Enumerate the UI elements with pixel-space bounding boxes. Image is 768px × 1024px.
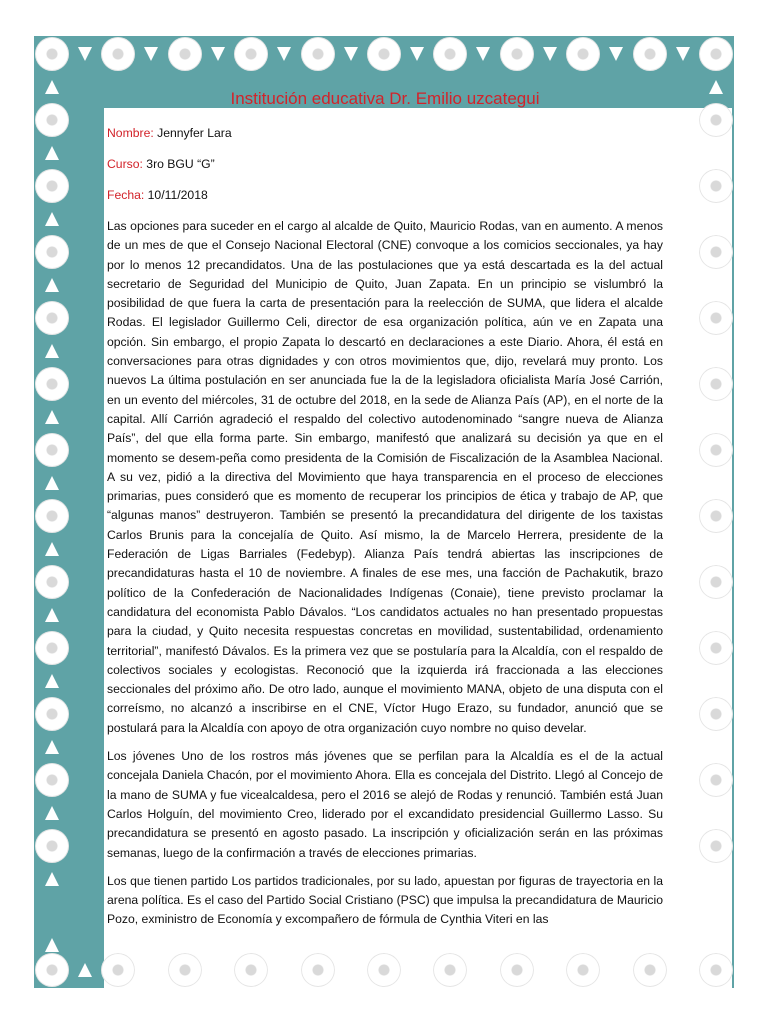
triangle-ornament <box>410 963 424 977</box>
triangle-ornament <box>709 872 723 886</box>
triangle-ornament <box>277 963 291 977</box>
triangle-ornament <box>144 47 158 61</box>
triangle-ornament <box>709 278 723 292</box>
triangle-ornament <box>78 963 92 977</box>
flower-ornament <box>500 37 534 71</box>
triangle-ornament <box>45 608 59 622</box>
triangle-ornament <box>709 212 723 226</box>
flower-ornament <box>699 697 733 731</box>
triangle-ornament <box>709 938 723 952</box>
triangle-ornament <box>709 674 723 688</box>
field-nombre <box>107 124 663 143</box>
flower-ornament <box>699 169 733 203</box>
field-value: 10/11/2018 <box>147 188 208 202</box>
flower-ornament <box>699 37 733 71</box>
paragraph: Los jóvenes Uno de los rostros más jóvenes que se perfilan para la Alcaldía es el de la actual concejala Daniela Chacón, por el movimiento Ahora. Ella es concejala del Distrito. Llegó al Concejo de la mano de SUMA y fue vicealcaldesa, pero el 2016 se alejó de Rodas y renunció. También está Juan Carlos Holguín, del movimiento Creo, liderado por el excandidato presidencial Guillermo Lasso. Su precandidatura se presentó en agosto pasado. La inscripción y oficialización serán en las próximas semanas, luego de la confirmación a través de elecciones primarias. <box>107 749 663 860</box>
flower-ornament <box>301 37 335 71</box>
flower-ornament <box>301 953 335 987</box>
triangle-ornament <box>45 278 59 292</box>
flower-ornament <box>699 829 733 863</box>
field-value: 3ro BGU “G” <box>146 157 215 171</box>
field-label: Curso: <box>107 157 143 171</box>
flower-ornament <box>699 499 733 533</box>
field-curso <box>107 155 663 174</box>
flower-ornament <box>35 235 69 269</box>
triangle-ornament <box>45 872 59 886</box>
flower-ornament <box>35 367 69 401</box>
flower-ornament <box>35 763 69 797</box>
flower-ornament <box>699 103 733 137</box>
flower-ornament <box>35 697 69 731</box>
triangle-ornament <box>543 963 557 977</box>
triangle-ornament <box>45 344 59 358</box>
paragraph: Los que tienen partido Los partidos tradicionales, por su lado, apuestan por figuras de trayectoria en la arena política. Es el caso del Partido Social Cristiano (PSC) que impulsa la precandidatura de Mauricio Pozo, exministro de Economía y excompañero de fórmula de Cynthia Viteri en las <box>107 873 663 927</box>
triangle-ornament <box>344 47 358 61</box>
triangle-ornament <box>709 80 723 94</box>
triangle-ornament <box>709 410 723 424</box>
triangle-ornament <box>45 740 59 754</box>
flower-ornament <box>35 499 69 533</box>
flower-ornament <box>699 565 733 599</box>
flower-ornament <box>35 103 69 137</box>
triangle-ornament <box>144 963 158 977</box>
flower-ornament <box>35 829 69 863</box>
flower-ornament <box>566 37 600 71</box>
triangle-ornament <box>45 80 59 94</box>
triangle-ornament <box>709 146 723 160</box>
triangle-ornament <box>45 542 59 556</box>
field-label: Nombre: <box>107 126 154 140</box>
flower-ornament <box>367 953 401 987</box>
triangle-ornament <box>476 47 490 61</box>
triangle-ornament <box>45 476 59 490</box>
triangle-ornament <box>476 963 490 977</box>
flower-ornament <box>633 953 667 987</box>
flower-ornament <box>35 433 69 467</box>
triangle-ornament <box>211 963 225 977</box>
triangle-ornament <box>709 806 723 820</box>
document-title: Institución educativa Dr. Emilio uzcategui <box>230 89 540 108</box>
triangle-ornament <box>543 47 557 61</box>
triangle-ornament <box>676 963 690 977</box>
triangle-ornament <box>709 740 723 754</box>
flower-ornament <box>367 37 401 71</box>
flower-ornament <box>35 37 69 71</box>
field-fecha <box>107 186 663 205</box>
field-label: Fecha: <box>107 188 145 202</box>
flower-ornament <box>168 37 202 71</box>
triangle-ornament <box>410 47 424 61</box>
triangle-ornament <box>78 47 92 61</box>
flower-ornament <box>699 631 733 665</box>
flower-ornament <box>699 433 733 467</box>
triangle-ornament <box>45 146 59 160</box>
triangle-ornament <box>277 47 291 61</box>
flower-ornament <box>35 631 69 665</box>
flower-ornament <box>35 953 69 987</box>
flower-ornament <box>234 953 268 987</box>
document-content <box>107 88 663 939</box>
flower-ornament <box>699 301 733 335</box>
triangle-ornament <box>709 344 723 358</box>
flower-ornament <box>699 235 733 269</box>
flower-ornament <box>35 565 69 599</box>
flower-ornament <box>699 763 733 797</box>
triangle-ornament <box>709 476 723 490</box>
flower-ornament <box>633 37 667 71</box>
triangle-ornament <box>709 542 723 556</box>
triangle-ornament <box>609 47 623 61</box>
triangle-ornament <box>45 212 59 226</box>
triangle-ornament <box>211 47 225 61</box>
field-value: Jennyfer Lara <box>157 126 232 140</box>
flower-ornament <box>500 953 534 987</box>
paragraph: Las opciones para suceder en el cargo al alcalde de Quito, Mauricio Rodas, van en aumento. A menos de un mes de que el Consejo Nacional Electoral (CNE) convoque a los comicios seccionales, ya hay por lo menos 12 precandidatos. Una de las postulaciones que ya está descartada es la del actual secretario de Seguridad del Municipio de Quito, Juan Zapata. En un principio se vislumbró la posibilidad de que fuera la carta de presentación para la reelección de SUMA, que lidera el alcalde Rodas. El legislador Guillermo Celi, director de esa organización política, aún ve en Zapata una opción. Sin embargo, el propio Zapata lo descartó en declaraciones a este Diario. Ahora, él está en conversaciones para otras dignidades y con otros movimientos que, dijo, revelará muy pronto. Los nuevos La última postulación en ser anunciada fue la de la legisladora oficialista María José Carrión, en un evento del miércoles, 31 de octubre del 2018, en la sede de Alianza País (AP), en el norte de la capital. Allí Carrión agradeció el respaldo del colectivo autodenominado “sangre nueva de Alianza País”, del que ella forma parte. Sin embargo, manifestó que analizará su decisión ya que en el momento se desem-peña como presidenta de la Comisión de Fiscalización de la Asamblea Nacional. A su vez, pidió a la directiva del Movimiento que haya transparencia en el proceso de elecciones primarias, pues consideró que es momento de recuperar los principios de ética y trabajo de AP, que “algunas manos” destruyeron. También se presentó la precandidatura del dirigente de los taxistas Carlos Brunis para la concejalía de Quito. Así mismo, la de Marcelo Herrera, presidente de la Federación de Ligas Barriales (Fedebyp). Alianza País tendrá abiertas las inscripciones de precandidaturas hasta el 10 de noviembre. A finales de ese mes, una facción de Pachakutik, brazo político de la Confederación de Nacionalidades Indígenas (Conaie), tiene previsto proclamar la candidatura del economista Pablo Dávalos. “Los candidatos actuales no han presentado propuestas para la ciudad, y Quito necesita respuestas concretas en movilidad, sustentabilidad, ordenamiento territorial”, manifestó Dávalos. Es la primera vez que se postularía para la Alcaldía, con el respaldo de colectivos sociales y ecologistas. Reconoció que la izquierda irá fraccionada a las elecciones seccionales del próximo año. De otro lado, aunque el movimiento MANA, objeto de una disputa con el correísmo, no alcanzó a inscribirse en el CNE, Víctor Hugo Erazo, su fundador, anunció que se postulará para la Alcaldía con apoyo de otra organización cuyo nombre no quiso develar. <box>107 219 663 735</box>
triangle-ornament <box>344 963 358 977</box>
triangle-ornament <box>45 938 59 952</box>
triangle-ornament <box>45 674 59 688</box>
triangle-ornament <box>45 410 59 424</box>
flower-ornament <box>234 37 268 71</box>
triangle-ornament <box>45 806 59 820</box>
flower-ornament <box>35 169 69 203</box>
triangle-ornament <box>609 963 623 977</box>
flower-ornament <box>35 301 69 335</box>
flower-ornament <box>699 367 733 401</box>
flower-ornament <box>168 953 202 987</box>
triangle-ornament <box>709 608 723 622</box>
flower-ornament <box>699 953 733 987</box>
triangle-ornament <box>676 47 690 61</box>
flower-ornament <box>566 953 600 987</box>
